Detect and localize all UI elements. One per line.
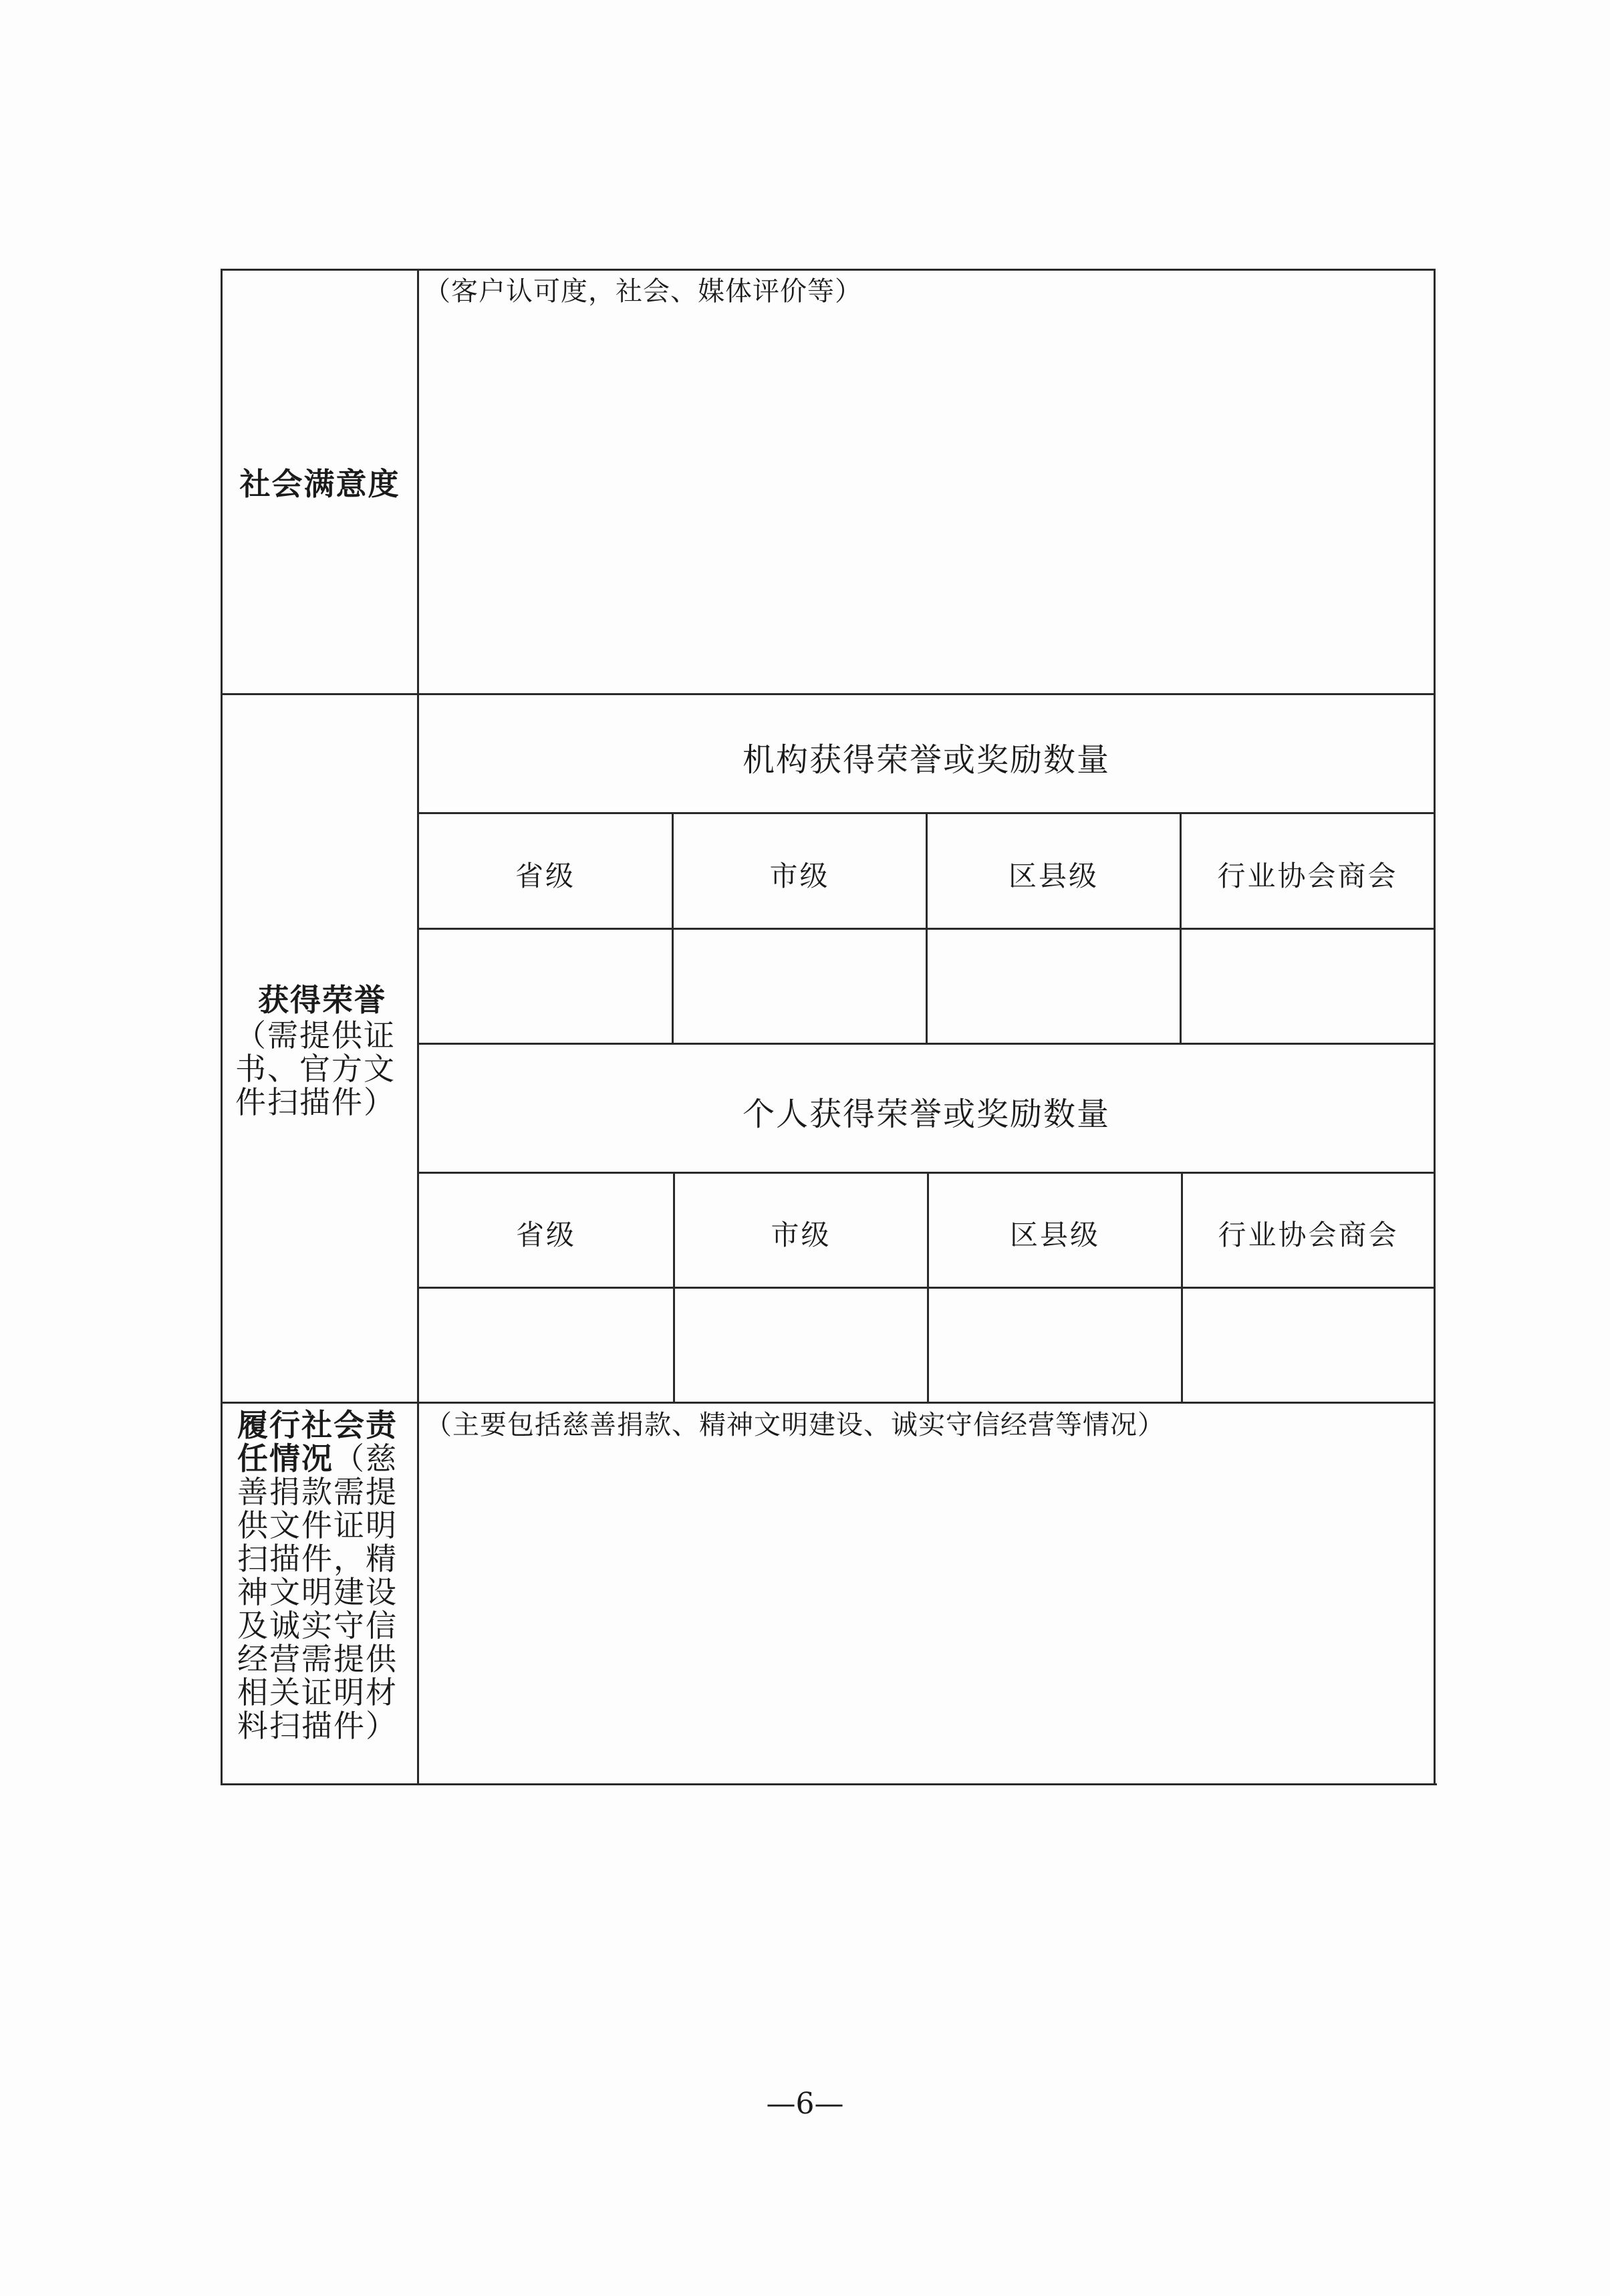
person-col-municipal: 市级 xyxy=(771,1219,831,1251)
org-value-provincial[interactable] xyxy=(421,930,671,1042)
org-col-municipal: 市级 xyxy=(769,860,830,892)
person-value-municipal[interactable] xyxy=(676,1289,926,1401)
org-value-association[interactable] xyxy=(1182,930,1433,1042)
person-col-district: 区县级 xyxy=(1009,1219,1100,1251)
person-col-divider-3 xyxy=(1181,1172,1183,1402)
page-number: —6— xyxy=(766,2087,844,2121)
person-col-association: 行业协会商会 xyxy=(1218,1219,1399,1251)
org-col-divider-1 xyxy=(672,812,674,1045)
person-title-bottom xyxy=(418,1172,1434,1174)
org-honors-title: 机构获得荣誉或奖励数量 xyxy=(742,741,1110,779)
honors-label xyxy=(235,981,409,1119)
responsibility-label xyxy=(237,1408,408,1743)
person-honors-title: 个人获得荣誉或奖励数量 xyxy=(742,1096,1110,1133)
satisfaction-label: 社会满意度 xyxy=(239,466,400,502)
org-value-district[interactable] xyxy=(928,930,1179,1042)
org-col-provincial: 省级 xyxy=(515,860,575,892)
org-col-divider-3 xyxy=(1180,812,1182,1045)
org-col-divider-2 xyxy=(926,812,928,1045)
honors-label-bold: 获得荣誉 xyxy=(258,982,386,1018)
person-header-bottom xyxy=(418,1287,1434,1289)
satisfaction-hint: （客户认可度，社会、媒体评价等） xyxy=(424,276,862,307)
table-border-right xyxy=(1434,269,1436,1785)
responsibility-label-note: （慈善捐款需提供文件证明扫描件，精神文明建设及诚实守信经营需提供相关证明材料扫描件） xyxy=(237,1440,398,1744)
responsibility-label-bold: 履行社会责任情况 xyxy=(237,1407,398,1477)
person-value-association[interactable] xyxy=(1184,1289,1433,1401)
satisfaction-input-area[interactable] xyxy=(419,307,1434,693)
person-col-provincial: 省级 xyxy=(515,1219,576,1251)
org-col-district: 区县级 xyxy=(1008,860,1099,892)
honors-label-note: （需提供证书、官方文件扫描件） xyxy=(235,1017,396,1120)
org-col-association: 行业协会商会 xyxy=(1217,860,1398,892)
person-value-provincial[interactable] xyxy=(421,1289,672,1401)
person-col-divider-2 xyxy=(927,1172,929,1402)
person-col-divider-1 xyxy=(673,1172,675,1402)
responsibility-hint: （主要包括慈善捐款、精神文明建设、诚实守信经营等情况） xyxy=(425,1410,1165,1440)
person-value-district[interactable] xyxy=(930,1289,1180,1401)
org-value-municipal[interactable] xyxy=(674,930,925,1042)
satisfaction-section-bottom xyxy=(221,693,1436,695)
responsibility-input-area[interactable] xyxy=(419,1444,1434,1783)
table-border-bottom xyxy=(222,1783,1437,1785)
